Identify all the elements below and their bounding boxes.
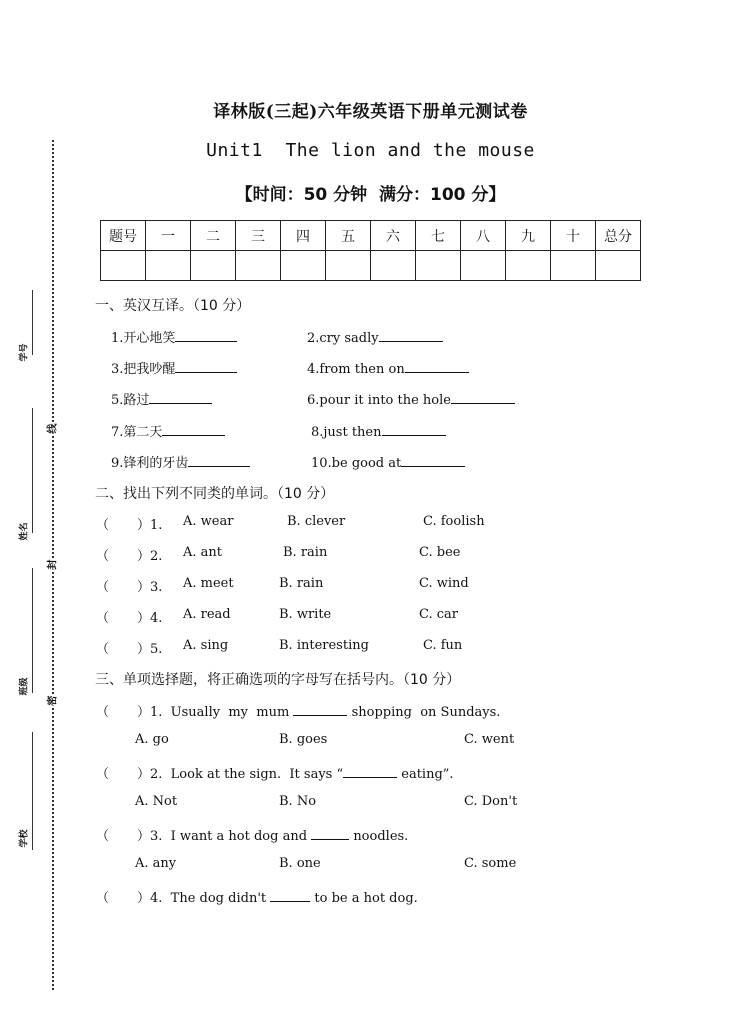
translation-prompt: 5.路过: [111, 393, 150, 408]
question-number: ）5.: [137, 642, 163, 657]
score-entry-cell[interactable]: [236, 251, 281, 281]
option-b: B. rain: [283, 545, 328, 560]
translation-prompt: 1.开心地笑: [111, 331, 176, 346]
score-entry-cell[interactable]: [416, 251, 461, 281]
answer-paren-open[interactable]: （: [96, 767, 110, 782]
option-c: C. bee: [419, 545, 461, 560]
answer-blank[interactable]: [451, 389, 515, 404]
score-entry-cell[interactable]: [371, 251, 416, 281]
translation-item: [111, 327, 237, 346]
option-b: B. interesting: [279, 638, 369, 653]
section-2-heading: 二、找出下列不同类的单词。（10 分）: [95, 486, 335, 502]
option-c: C. some: [464, 856, 517, 871]
score-header-cell: 七: [416, 221, 461, 251]
score-header-cell: 十: [551, 221, 596, 251]
question-number: ）3.: [137, 580, 163, 595]
question-number: ）2.: [137, 549, 163, 564]
answer-blank[interactable]: [162, 421, 225, 436]
stem-start: ）3. I want a hot dog and: [137, 829, 308, 844]
section-1-heading: 一、英汉互译。（10 分）: [95, 298, 251, 314]
translation-item: [111, 452, 250, 471]
score-entry-cell[interactable]: [551, 251, 596, 281]
answer-paren-open[interactable]: （: [96, 705, 110, 720]
option-c: C. fun: [423, 638, 463, 653]
option-c: C. went: [464, 732, 515, 747]
answer-paren-open[interactable]: （: [96, 891, 110, 906]
score-header-cell: 四: [281, 221, 326, 251]
score-entry-cell[interactable]: [191, 251, 236, 281]
score-header-cell: 三: [236, 221, 281, 251]
stem-end: to be a hot dog.: [314, 891, 418, 906]
page-title: 译林版(三起)六年级英语下册单元测试卷: [213, 102, 528, 122]
option-a: A. read: [183, 607, 231, 622]
score-header-cell: 题号: [101, 221, 146, 251]
score-entry-cell[interactable]: [101, 251, 146, 281]
score-header-cell: 总分: [596, 221, 641, 251]
option-a: A. Not: [135, 794, 178, 809]
score-header-cell: 六: [371, 221, 416, 251]
answer-blank[interactable]: [293, 701, 347, 716]
option-a: A. wear: [183, 514, 234, 529]
seal-char-xian: 线: [44, 424, 59, 434]
option-b: B. rain: [279, 576, 324, 591]
score-header-cell: 九: [506, 221, 551, 251]
option-b: B. clever: [287, 514, 346, 529]
translation-prompt: 9.锋利的牙齿: [111, 456, 189, 471]
answer-blank[interactable]: [270, 887, 310, 902]
translation-prompt: 4.from then on: [307, 362, 405, 377]
answer-blank[interactable]: [175, 327, 237, 342]
score-header-cell: 八: [461, 221, 506, 251]
answer-paren-open[interactable]: （: [96, 549, 110, 564]
answer-blank[interactable]: [188, 452, 250, 467]
question-number: ）1.: [137, 518, 163, 533]
score-table: [100, 220, 641, 281]
translation-item: [307, 389, 515, 408]
score-entry-cell[interactable]: [326, 251, 371, 281]
score-entry-cell[interactable]: [596, 251, 641, 281]
option-c: C. wind: [419, 576, 469, 591]
translation-item: [311, 452, 465, 471]
score-entry-cell[interactable]: [281, 251, 326, 281]
student-id-line: [32, 290, 33, 355]
student-id-label: 学号: [19, 343, 30, 362]
question-stem: [137, 887, 418, 906]
class-label: 班级: [19, 677, 30, 696]
translation-prompt: 2.cry sadly: [307, 331, 379, 346]
stem-start: ）2. Look at the sign. It says “: [137, 767, 344, 782]
option-a: A. sing: [183, 638, 229, 653]
question-stem: [137, 701, 500, 720]
seal-char-feng: 封: [44, 560, 59, 570]
answer-blank[interactable]: [175, 358, 237, 373]
option-b: B. one: [279, 856, 321, 871]
section-3-heading: 三、单项选择题，将正确选项的字母写在括号内。（10 分）: [95, 672, 461, 688]
school-line: [32, 732, 33, 850]
option-b: B. No: [279, 794, 317, 809]
stem-end: noodles.: [353, 829, 409, 844]
translation-item: [111, 421, 225, 440]
option-c: C. car: [419, 607, 458, 622]
answer-blank[interactable]: [311, 825, 349, 840]
translation-item: [307, 327, 443, 346]
stem-end: shopping on Sundays.: [351, 705, 501, 720]
option-b: B. goes: [279, 732, 328, 747]
name-line: [32, 408, 33, 533]
time-score-info: 【时间：50 分钟 满分：100 分】: [235, 185, 506, 205]
translation-item: [307, 358, 469, 377]
score-header-cell: 五: [326, 221, 371, 251]
translation-prompt: 3.把我吵醒: [111, 362, 176, 377]
option-a: A. go: [135, 732, 169, 747]
class-line: [32, 568, 33, 693]
translation-item: [311, 421, 446, 440]
score-entry-row: [101, 251, 641, 281]
translation-prompt: 7.第二天: [111, 425, 163, 440]
score-header-cell: 二: [191, 221, 236, 251]
score-header-row: [101, 221, 641, 251]
option-c: C. foolish: [423, 514, 485, 529]
question-stem: [137, 763, 454, 782]
translation-prompt: 10.be good at: [311, 456, 402, 471]
seal-char-mi: 密: [44, 696, 59, 706]
translation-item: [111, 358, 237, 377]
school-label: 学校: [19, 829, 30, 848]
answer-paren-open[interactable]: （: [96, 580, 110, 595]
name-label: 姓名: [19, 522, 30, 541]
answer-blank[interactable]: [343, 763, 397, 778]
answer-blank[interactable]: [382, 421, 446, 436]
stem-start: ）1. Usually my mum: [137, 705, 290, 720]
option-a: A. meet: [183, 576, 234, 591]
unit-title: Unit1 The lion and the mouse: [206, 140, 535, 161]
score-entry-cell[interactable]: [461, 251, 506, 281]
score-entry-cell[interactable]: [506, 251, 551, 281]
answer-paren-open[interactable]: （: [96, 611, 110, 626]
answer-blank[interactable]: [401, 452, 465, 467]
translation-item: [111, 389, 212, 408]
score-header-cell: 一: [146, 221, 191, 251]
translation-prompt: 6.pour it into the hole: [307, 393, 451, 408]
option-a: A. ant: [183, 545, 222, 560]
translation-prompt: 8.just then: [311, 425, 382, 440]
question-stem: [137, 825, 408, 844]
answer-paren-open[interactable]: （: [96, 642, 110, 657]
stem-start: ）4. The dog didn't: [137, 891, 267, 906]
option-c: C. Don't: [464, 794, 518, 809]
score-entry-cell[interactable]: [146, 251, 191, 281]
option-a: A. any: [135, 856, 177, 871]
answer-blank[interactable]: [149, 389, 212, 404]
answer-blank[interactable]: [379, 327, 443, 342]
answer-paren-open[interactable]: （: [96, 829, 110, 844]
answer-paren-open[interactable]: （: [96, 518, 110, 533]
question-number: ）4.: [137, 611, 163, 626]
answer-blank[interactable]: [405, 358, 469, 373]
option-b: B. write: [279, 607, 332, 622]
stem-end: eating”.: [401, 767, 454, 782]
